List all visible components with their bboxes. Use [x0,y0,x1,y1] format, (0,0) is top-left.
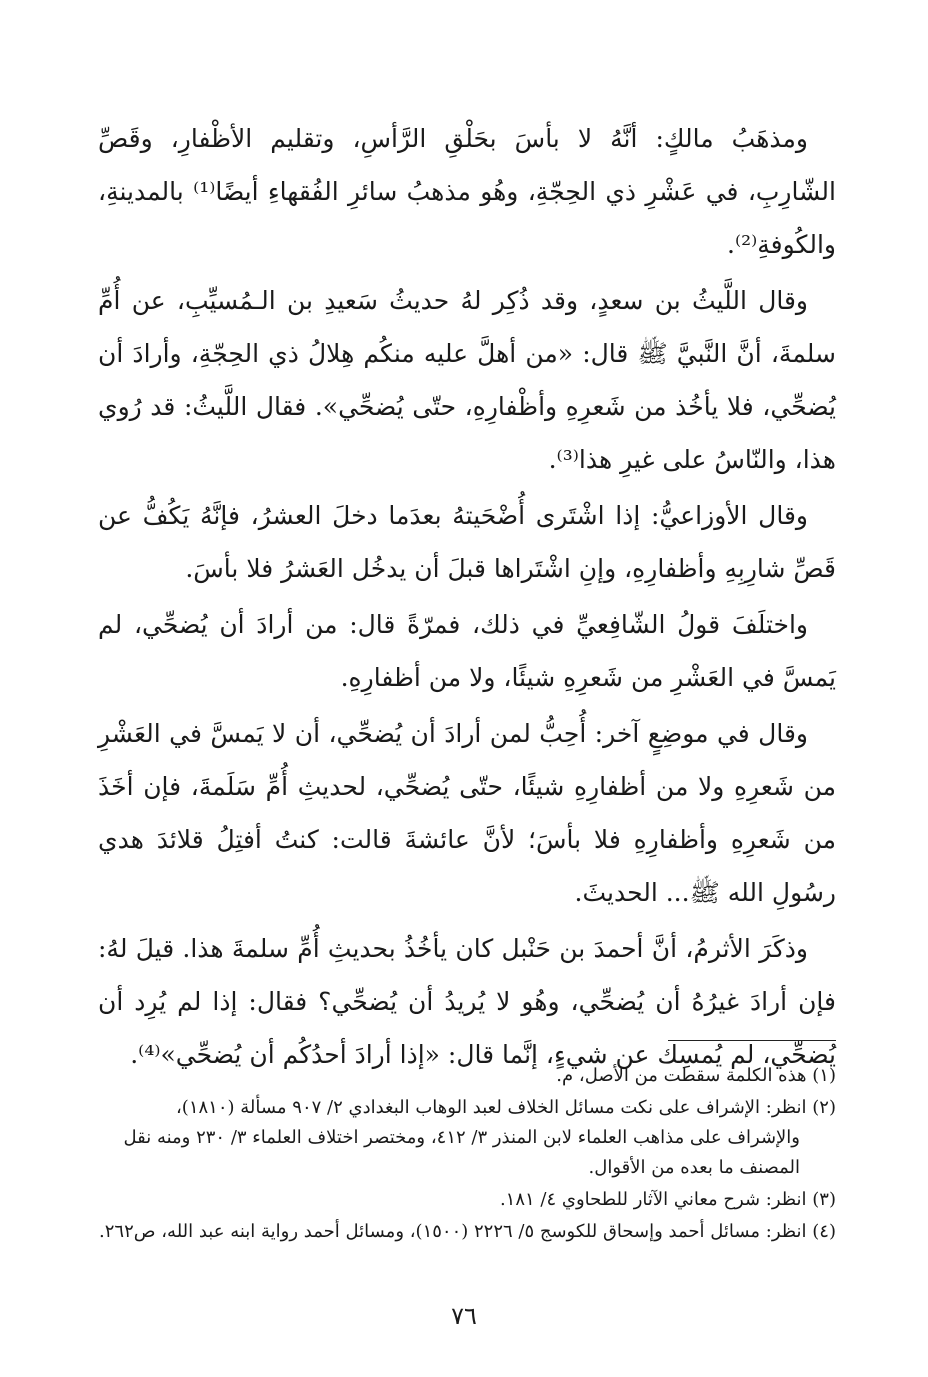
footnote-4: (٤) انظر: مسائل أحمد وإسحاق للكوسج ٥/ ٢٢٢٦ (١٥٠٠)، ومسائل أحمد رواية ابنه عبد الله، ص٢٦٢. [99,1221,836,1242]
paragraph-2: وقال اللَّيثُ بن سعدٍ، وقد ذُكِر لهُ حديثُ سَعيدِ بن الـمُسيِّبِ، عن أُمِّ سلمةَ، أنَّ النَّبيَّ ﷺ قال: «من أهلَّ عليه منكُم هِلالُ ذي الحِجّةِ، وأرادَ أن يُضحِّي، فلا يأخُذ من شَعرِهِ وأظْفارِهِ، حتّى يُضحِّي». فقال اللَّيثُ: قد رُوي هذا، والنّاسُ على غيرِ هذا⁽³⁾. [98,286,837,474]
footnote-2: (٢) انظر: الإشراف على نكت مسائل الخلاف لعبد الوهاب البغدادي ٢/ ٩٠٧ مسألة (١٨١٠)، والإشراف على مذاهب العلماء لابن المنذر ٣/ ٤١٢، ومختصر اختلاف العلماء ٣/ ٢٣٠ ومنه نقل المصنف ما بعده من الأقوال. [123,1097,836,1178]
paragraph-4: واختلَفَ قولُ الشّافِعيِّ في ذلك، فمرّةً قال: من أرادَ أن يُضحِّي، لم يَمسَّ في العَشْرِ من شَعرِهِ شيئًا، ولا من أظفارِهِ. [98,610,836,692]
footnote-separator [668,1040,836,1041]
paragraph-3: وقال الأوزاعيُّ: إذا اشْتَرى أُضْحَيتهُ بعدَما دخلَ العشرُ، فإنَّهُ يَكُفُّ عن قَصِّ شارِبِهِ وأظفارِهِ، وإنِ اشْتَراها قبلَ أن يدخُل العَشرُ فلا بأسَ. [98,501,836,583]
paragraph-6: وذكَرَ الأثرمُ، أنَّ أحمدَ بن حَنْبل كان يأخُذُ بحديثِ أُمِّ سلمةَ هذا. قيلَ لهُ: فإن أرادَ غيرُهُ أن يُضحِّي، وهُو لا يُريدُ أن يُضحِّي؟ فقال: إذا لم يُرِد أن يُضحِّي، لم يُمسِك عن شيءٍ، إنَّما قال: «إذا أرادَ أحدُكُم أن يُضحِّي»⁽⁴⁾. [98,934,836,1069]
footnotes-section [98,1061,836,1249]
footnote-1: (١) هذه الكلمة سقطت من الأصل، م. [556,1065,836,1086]
page-number: ٧٦ [451,1302,477,1330]
paragraph-1: ومذهَبُ مالكٍ: أنَّهُ لا بأسَ بحَلْقِ الرَّأسِ، وتقليم الأظْفارِ، وقَصِّ الشّارِبِ، في عَشْرِ ذي الحِجّةِ، وهُو مذهبُ سائرِ الفُقهاءِ أيضًا⁽¹⁾ بالمدينةِ، والكُوفةِ⁽²⁾. [98,124,836,259]
main-text-body [98,112,836,1081]
paragraph-5: وقال في موضِعٍ آخر: أُحِبُّ لمن أرادَ أن يُضحِّي، أن لا يَمسَّ في العَشْرِ من شَعرِهِ ولا من أظفارِهِ شيئًا، حتّى يُضحِّي، لحديثِ أُمِّ سَلَمةَ، فإن أخَذَ من شَعرِهِ وأظفارِهِ فلا بأسَ؛ لأنَّ عائشةَ قالت: كنتُ أفتِلُ قلائدَ هدي رسُولِ الله ﷺ... الحديثَ. [98,719,836,907]
footnote-3: (٣) انظر: شرح معاني الآثار للطحاوي ٤/ ١٨١. [499,1189,836,1210]
